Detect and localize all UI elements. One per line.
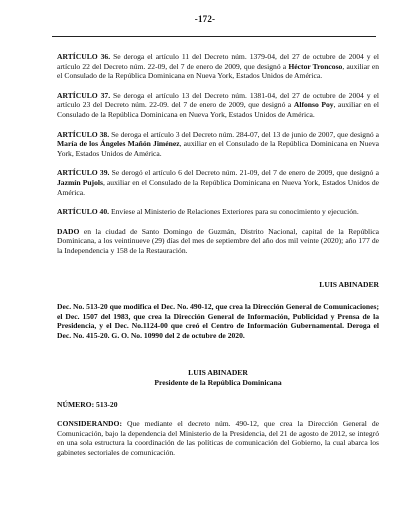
article-text-end: , auxiliar en el Consulado de la República Dominicana en Nueva York, Estados Unidos de América. bbox=[57, 139, 379, 158]
article-text: Se deroga el artículo 11 del Decreto núm. 1379-04, del 27 de octubre de 2004 y el artículo 22 del Decreto núm. 22-09, del 7 de enero de 2009, que designó a bbox=[57, 52, 379, 71]
article-36 bbox=[57, 52, 379, 81]
article-38 bbox=[57, 130, 379, 159]
signature-name: LUIS ABINADER bbox=[319, 279, 379, 289]
article-text-end: , auxiliar en el Consulado de la República Dominicana en Nueva York, Estados Unidos de América. bbox=[57, 61, 379, 81]
header-rule bbox=[52, 36, 376, 37]
article-37 bbox=[57, 91, 379, 120]
article-person-name: Alfonso Poy bbox=[293, 100, 334, 110]
spacer bbox=[57, 266, 379, 280]
considerando-label: CONSIDERANDO: bbox=[57, 419, 122, 429]
dado-paragraph bbox=[57, 227, 379, 256]
document-body bbox=[57, 52, 379, 468]
article-40 bbox=[57, 207, 379, 217]
page-number: -172- bbox=[194, 14, 216, 24]
article-label: ARTÍCULO 40. bbox=[57, 207, 110, 217]
article-label: ARTÍCULO 39. bbox=[57, 168, 110, 178]
article-text: Se deroga el artículo 13 del Decreto núm. 1381-04, del 27 de octubre de 2004 y el artículo 23 del Decreto núm. 22-09. del 7 de enero de 2009, que designó a bbox=[57, 90, 379, 110]
article-39 bbox=[57, 168, 379, 197]
president-name: LUIS ABINADER bbox=[188, 368, 248, 378]
article-label: ARTÍCULO 37. bbox=[57, 90, 111, 100]
article-label: ARTÍCULO 36. bbox=[57, 52, 111, 61]
article-text-end: , auxiliar en el Consulado de la República Dominicana en Nueva York, Estados Unidos de América. bbox=[57, 100, 380, 119]
considerando-paragraph bbox=[57, 419, 379, 457]
article-person-name: Jazmín Pujols bbox=[57, 177, 103, 187]
article-person-name: María de los Ángeles Mañón Jiménez bbox=[57, 139, 180, 149]
president-title: Presidente de la República Dominicana bbox=[154, 378, 282, 388]
article-person-name: Héctor Troncoso bbox=[288, 61, 343, 71]
decree-title: Dec. No. 513-20 que modifica el Dec. No. 490-12, que crea la Dirección General de Comunicaciones; el Dec. 1507 del 1983, que crea la Dirección General de Información, Publicidad y Prensa de la Presidencia, y el Dec. No.1124-00 que creó el Centro de Información Gubernamental. Deroga el Dec. No. 415-20. G. O. No. 10990 del 2 de octubre de 2020. bbox=[57, 302, 379, 340]
article-text: Se deroga el artículo 3 del Decreto núm. 284-07, del 13 de junio de 2007, que designó a bbox=[109, 129, 379, 139]
dado-label: DADO bbox=[57, 226, 80, 236]
decree-number: NÚMERO: 513-20 bbox=[57, 399, 118, 409]
considerando-text: Que mediante el decreto núm. 490-12, que crea la Dirección General de Comunicación, bajo la dependencia del Ministerio de la Presidencia, del 21 de agosto de 2012, se integró en una sola estructura la coordinación de las políticas de comunicación del Gobierno, la cual abarca los gabinetes sectoriales de comunicación. bbox=[57, 419, 379, 458]
article-label: ARTÍCULO 38. bbox=[57, 129, 110, 139]
article-text: Se derogó el artículo 6 del Decreto núm. 21-09, del 7 de enero de 2009, que designó a bbox=[109, 168, 379, 178]
dado-text: en la ciudad de Santo Domingo de Guzmán, Distrito Nacional, capital de la República Dominicana, a los veintinueve (29) días del mes de septiembre del año dos mil veinte (2020); año 177 de la Independencia y 158 de la Restauración. bbox=[57, 226, 379, 255]
article-text: Envíese al Ministerio de Relaciones Exteriores para su conocimiento y ejecución. bbox=[109, 207, 359, 217]
article-text-end: , auxiliar en el Consulado de la República Dominicana en Nueva York, Estados Unidos de América. bbox=[57, 177, 379, 197]
